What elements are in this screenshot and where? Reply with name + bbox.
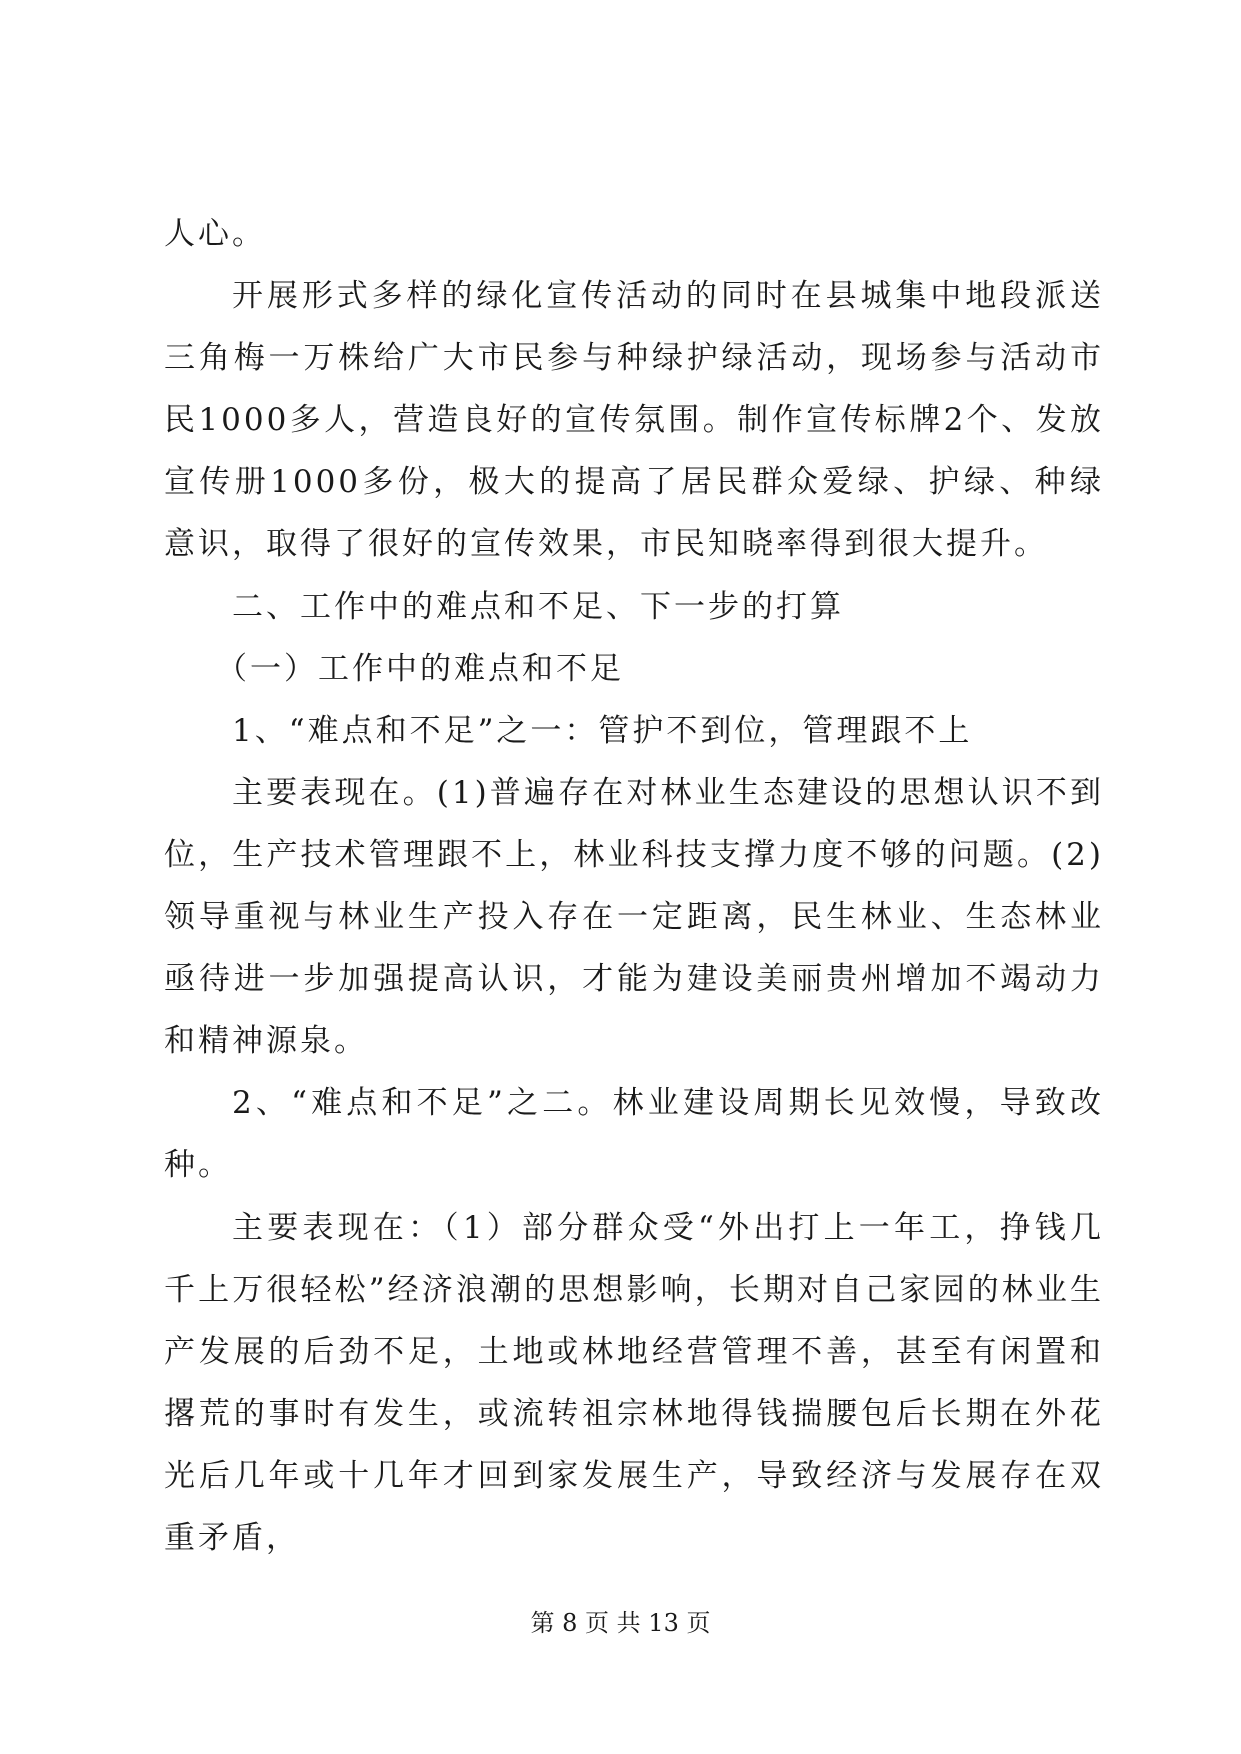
item-heading-2: 2、“难点和不足”之二。林业建设周期长见效慢，导致改种。 xyxy=(164,1085,1104,1184)
section-heading-2: 二、工作中的难点和不足、下一步的打算 xyxy=(232,588,844,625)
subsection-heading-1: （一）工作中的难点和不足 xyxy=(216,650,624,687)
paragraph-1: 人心。 xyxy=(164,216,266,252)
paragraph-3: 主要表现在。(1)普遍存在对林业生态建设的思想认识不到位，生产技术管理跟不上，林业科技支撑力度不够的问题。(2)领导重视与林业生产投入存在一定距离，民生林业、生态林业亟待进一步加强提高认识，才能为建设美丽贵州增加不竭动力和精神源泉。 xyxy=(164,774,1104,1060)
item-heading-1: 1、“难点和不足”之一：管护不到位，管理跟不上 xyxy=(232,712,973,749)
page-footer: 第 8 页 共 13 页 xyxy=(530,1609,711,1637)
paragraph-4: 主要表现在：（1）部分群众受“外出打上一年工，挣钱几千上万很轻松”经济浪潮的思想影响，长期对自己家园的林业生产发展的后劲不足，土地或林地经营管理不善，甚至有闲置和撂荒的事时有发生，或流转祖宗林地得钱揣腰包后长期在外花光后几年或十几年才回到家发展生产，导致经济与发展存在双重矛盾， xyxy=(164,1209,1104,1556)
document-body xyxy=(164,203,1104,1569)
paragraph-2: 开展形式多样的绿化宣传活动的同时在县城集中地段派送三角梅一万株给广大市民参与种绿护绿活动，现场参与活动市民1000多人，营造良好的宣传氛围。制作宣传标牌2个、发放宣传册1000多份，极大的提高了居民群众爱绿、护绿、种绿意识，取得了很好的宣传效果，市民知晓率得到很大提升。 xyxy=(164,278,1104,563)
